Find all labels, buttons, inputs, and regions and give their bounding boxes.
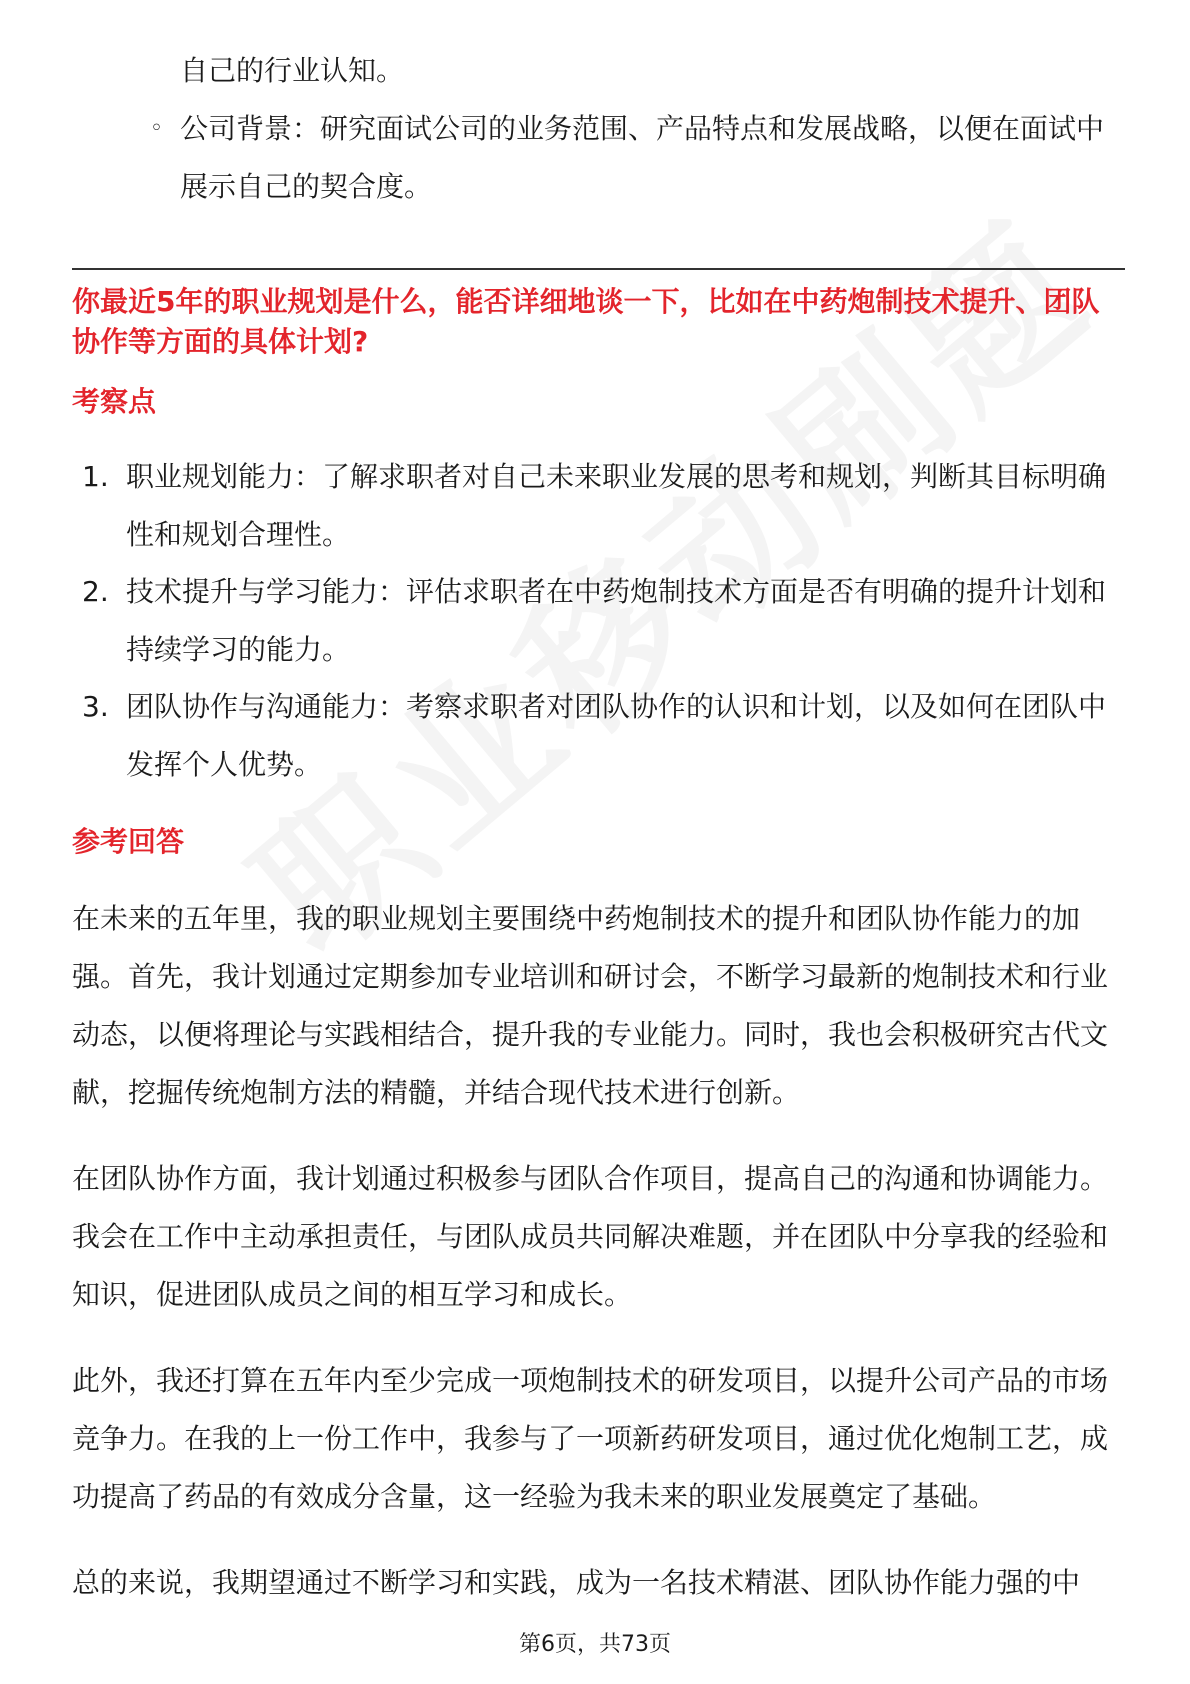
section-divider xyxy=(72,268,1125,270)
answer-paragraph: 总的来说，我期望通过不断学习和实践，成为一名技术精湛、团队协作能力强的中 xyxy=(72,1566,1081,1599)
answer-paragraph: 在团队协作方面，我计划通过积极参与团队合作项目，提高自己的沟通和协调能力。我会在工作中主动承担责任，与团队成员共同解决难题，并在团队中分享我的经验和知识，促进团队成员之间的相互学习和成长。 xyxy=(72,1162,1109,1311)
points-heading: 考察点 xyxy=(72,385,157,418)
hollow-bullet-icon: ◦ xyxy=(150,116,163,141)
answer-heading: 参考回答 xyxy=(72,825,185,858)
list-item xyxy=(82,678,1122,794)
list-number: 1. xyxy=(82,460,109,493)
list-item xyxy=(82,563,1122,679)
answer-paragraph: 在未来的五年里，我的职业规划主要围绕中药炮制技术的提升和团队协作能力的加强。首先，我计划通过定期参加专业培训和研讨会，不断学习最新的炮制技术和行业动态，以便将理论与实践相结合，提升我的专业能力。同时，我也会积极研究古代文献，挖掘传统炮制方法的精髓，并结合现代技术进行创新。 xyxy=(72,902,1109,1109)
page-number: 第6页，共73页 xyxy=(519,1632,671,1657)
continued-text: 自己的行业认知。 xyxy=(180,54,405,87)
list-number: 2. xyxy=(82,575,109,608)
list-text: 团队协作与沟通能力：考察求职者对团队协作的认识和计划，以及如何在团队中发挥个人优势。 xyxy=(126,690,1107,781)
list-item xyxy=(82,448,1122,564)
list-text: 职业规划能力：了解求职者对自己未来职业发展的思考和规划，判断其目标明确性和规划合理性。 xyxy=(126,460,1107,551)
sub-bullet-text: 公司背景：研究面试公司的业务范围、产品特点和发展战略，以便在面试中展示自己的契合度。 xyxy=(180,112,1105,203)
sub-bullet-item xyxy=(150,100,1110,216)
answer-paragraph: 此外，我还打算在五年内至少完成一项炮制技术的研发项目，以提升公司产品的市场竞争力。在我的上一份工作中，我参与了一项新药研发项目，通过优化炮制工艺，成功提高了药品的有效成分含量，这一经验为我未来的职业发展奠定了基础。 xyxy=(72,1364,1109,1513)
question-title: 你最近5年的职业规划是什么，能否详细地谈一下，比如在中药炮制技术提升、团队协作等方面的具体计划? xyxy=(72,285,1100,358)
list-text: 技术提升与学习能力：评估求职者在中药炮制技术方面是否有明确的提升计划和持续学习的能力。 xyxy=(126,575,1107,666)
list-number: 3. xyxy=(82,690,109,723)
